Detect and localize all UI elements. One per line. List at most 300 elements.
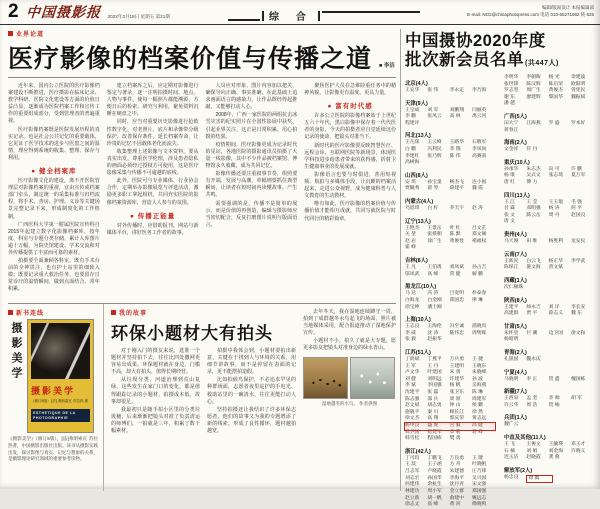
member-name-row <box>504 95 594 102</box>
member-name: 王建平 <box>504 304 519 310</box>
member-name: 姚远志 <box>471 495 487 501</box>
member-name: 龚卫国 <box>405 429 420 435</box>
member-name: 畅杰飞 <box>449 179 465 185</box>
member-name: 施文海 <box>526 265 541 271</box>
member-name: 傅晓鸣 <box>471 502 487 508</box>
main-article-author: ■ 李洁 <box>379 63 395 69</box>
member-name: 张世锋 <box>504 81 519 87</box>
member-name: 普文斌 <box>548 265 564 271</box>
member-name: 赵国良 <box>570 212 586 218</box>
article-paragraph: 我最初只是随手拍小区里的分类垃圾桶，后来渐渐把镜头对准了负责清运的师傅们，一拍就是三年，积累了数千幅素材。 <box>111 406 200 435</box>
member-name: 赵 涛 <box>471 206 483 212</box>
member-name: 浦晓岚 <box>471 324 487 330</box>
member-name-row <box>405 88 495 95</box>
member-name: 律 琳 <box>471 297 483 303</box>
member-name: 李 威 <box>405 330 416 336</box>
member-name: 黄俊性 <box>449 238 465 244</box>
editor-line: 编辑/版面设计 本报编辑部 <box>542 5 594 10</box>
member-name: 卢晓霞 <box>427 469 442 475</box>
section-rule-right <box>322 11 420 13</box>
member-name: 褚福权 <box>471 238 487 244</box>
member-name: 朱建德 <box>449 469 465 475</box>
member-name: 俞文和 <box>570 330 586 336</box>
member-name: 白海龙 <box>405 297 420 303</box>
member-name-row <box>504 121 594 128</box>
province-header: 江苏(51人) <box>405 349 431 356</box>
member-name: 杨 康 <box>504 173 515 179</box>
members-title-line1: 中国摄协2020年度 <box>405 32 546 50</box>
member-name: 陈 伟 <box>449 153 461 159</box>
page-header <box>0 0 600 25</box>
article-subhead: ● 富有时代感 <box>327 103 373 111</box>
member-name: 张卫东 <box>449 390 465 395</box>
story-column <box>303 309 396 354</box>
article-subhead: ● 健全档案库 <box>31 168 77 176</box>
province-header: 贵州(4人) <box>504 232 527 239</box>
member-name: 杨 光 <box>548 74 560 80</box>
member-name: 槐国栋 <box>570 376 586 382</box>
member-name: 王云峰 <box>427 140 442 146</box>
member-name-row <box>504 403 594 410</box>
member-name: 王安华 <box>405 87 420 93</box>
member-name: 吕志军 <box>405 469 420 475</box>
member-name: 冯利民 <box>427 146 442 152</box>
member-name: 关 堃 <box>405 232 416 238</box>
province-header: 重庆(10人) <box>504 159 530 166</box>
tag-square-icon <box>111 310 116 315</box>
member-name: 孙宝童 <box>427 179 442 185</box>
member-name: 唐 文 <box>504 219 515 225</box>
member-name: 李朝晖 <box>526 74 541 80</box>
member-name: 马晓明 <box>504 376 519 382</box>
member-name: 黄俊杰 <box>548 88 564 94</box>
member-name: 王 凡 <box>405 265 416 271</box>
member-name: 高树海 <box>405 160 420 166</box>
member-name: 叶晓帆 <box>471 462 487 468</box>
member-name: 徐宝坤 <box>405 304 420 310</box>
member-name: 王路华 <box>449 140 465 146</box>
member-name: 贺 鑫 <box>548 376 560 382</box>
member-name-row <box>405 298 495 305</box>
member-name-row <box>405 245 495 252</box>
member-name: 邵 兵 <box>427 396 439 402</box>
member-name-row <box>405 305 495 312</box>
member-name: 王 飞 <box>504 442 515 447</box>
member-name: 黄 河 <box>449 502 461 508</box>
member-name: 许建华 <box>449 376 465 382</box>
member-name-row <box>504 101 594 108</box>
member-name: 张 磊 <box>427 390 439 395</box>
tag-label: 新书连线 <box>16 311 45 317</box>
new-members-panel <box>405 25 594 508</box>
member-name: 王俊文 <box>526 442 541 447</box>
member-name: 薛志义 <box>548 311 564 317</box>
member-name: 张 文 <box>504 212 515 218</box>
member-name: 李海平 <box>449 475 465 481</box>
member-name: 蒋春江 <box>504 127 519 133</box>
main-headline: 医疗影像的档案价值与传播之道 <box>8 45 373 73</box>
member-name: 孟 坚 <box>526 396 538 402</box>
member-name: 翟 琴 <box>427 186 439 192</box>
section-tick-right <box>318 11 320 21</box>
member-name: 符 丹 <box>526 147 538 153</box>
member-name-row <box>504 396 594 403</box>
member-name: 罗本好 <box>570 120 586 126</box>
member-name: 周 浩 <box>526 402 538 408</box>
book-sidebar <box>8 304 104 491</box>
member-name-row <box>405 390 495 397</box>
member-name: 马 达 <box>405 291 416 297</box>
member-name: 陈 琳 <box>471 390 483 395</box>
member-name: 崔建军 <box>427 429 442 435</box>
article-paragraph: 从垃圾分类、河道治理到荒山复绿，这些发生在家门口的变化，都是值得跟踪记录的小题材，拍摄成本低，故事却很足。 <box>111 377 200 405</box>
member-name: 陈汉辉 <box>526 81 541 87</box>
member-name: 胡一帆 <box>427 495 442 501</box>
member-name: 石敬军 <box>471 140 487 146</box>
member-name-row <box>405 502 495 509</box>
member-name: 迟玉洁 <box>504 455 519 461</box>
member-name: 王艳杰 <box>405 225 420 231</box>
province-header: 广西(5人) <box>504 113 527 120</box>
member-name: 胡 军 <box>570 396 582 402</box>
member-name: 魏广云 <box>504 422 519 428</box>
member-name: 万兵勇 <box>449 356 465 362</box>
member-name-row <box>504 213 594 220</box>
member-name-row <box>405 357 495 364</box>
member-name: 张凤云 <box>427 114 442 120</box>
member-name: 程建评 <box>405 120 420 126</box>
member-name: 李长安 <box>570 304 586 310</box>
member-name: 白 柠 <box>427 206 439 212</box>
province-header: 上海(10人) <box>405 317 431 324</box>
page-number: 2 <box>8 1 19 22</box>
member-name-row <box>504 75 594 82</box>
member-name: 丁燕平 <box>427 356 442 362</box>
article-column <box>107 83 199 299</box>
member-name: 解 鹏 <box>471 271 483 277</box>
member-name-row <box>405 324 495 331</box>
member-name: 高赛南 <box>471 153 487 159</box>
member-name: 周建军 <box>471 396 487 402</box>
member-name: 卢文华 <box>405 370 420 376</box>
member-name: 程国栋 <box>427 436 442 442</box>
member-name: 罗 盛 <box>548 120 560 126</box>
masthead-logo: 中国摄影报 <box>25 5 102 21</box>
member-name: 施晓平 <box>405 409 420 415</box>
member-name-row <box>504 239 594 246</box>
story-headline: 环保小题材大有拍头 <box>111 324 273 343</box>
member-name: 魏 霞 <box>471 186 483 192</box>
member-name-row <box>504 285 594 292</box>
contact-line: E-mail: NO2@chinaphotopress.com 电话 010-65271662 转 625 <box>467 12 594 18</box>
member-name: 江海燕 <box>526 120 541 126</box>
story-column <box>207 348 296 474</box>
member-name: 韩雪松 <box>405 436 420 442</box>
member-name-row <box>504 128 594 135</box>
member-name-row <box>504 377 594 384</box>
article-paragraph: 疫情期间，医疗影像更成为记录时代的见证，各地医院的摄影通讯员拍摄了大量一线影像，其中不少作品被档案馆、博物馆永久收藏，成为共同记忆。 <box>205 141 298 170</box>
member-name: 邓明强 <box>526 206 541 212</box>
member-name: 乌恩琪 <box>405 206 420 212</box>
province-header: 北京(4人) <box>405 80 428 87</box>
member-name: 王玉琨 <box>548 199 564 205</box>
member-name: 李乃海 <box>471 87 487 93</box>
member-name: 沈 涛 <box>427 330 439 336</box>
article-column <box>206 83 298 299</box>
story-photos <box>303 357 396 399</box>
member-name: 张 毅 <box>405 337 416 343</box>
member-name: 甘 霖 <box>504 206 515 212</box>
member-name: 石 楠 <box>504 448 515 454</box>
member-name: 高建群 <box>504 311 519 317</box>
member-name: 徐文杰 <box>405 416 420 422</box>
section-rule-left <box>228 19 260 21</box>
member-name: 霍 峰 <box>405 245 416 251</box>
member-name: 丁鸿斌 <box>405 356 420 362</box>
member-name: 徐 薇 <box>526 475 552 484</box>
member-name-row <box>405 291 495 298</box>
member-name: 刘 军 <box>427 107 439 113</box>
member-name: 吴式文 <box>526 173 541 179</box>
member-name: 刘 洋 <box>548 304 560 310</box>
member-name: 王 军 <box>405 363 416 369</box>
member-name: 顾长江 <box>449 409 465 415</box>
member-name: 王毓瑛 <box>548 442 564 447</box>
member-name-row <box>504 206 594 213</box>
province-header: 海南(2人) <box>504 140 527 147</box>
member-name: 魏振斌 <box>570 94 586 100</box>
member-name-row <box>405 489 495 496</box>
member-name: 孙国华 <box>427 475 442 481</box>
member-name: 徐广生 <box>427 238 442 244</box>
member-name: 郑国强 <box>471 488 487 494</box>
member-name: 丁可均 <box>405 455 420 461</box>
member-name: 刘 健 <box>405 376 416 382</box>
member-name: 高 峰 <box>427 271 439 277</box>
member-name: 杨胜利 <box>548 239 564 245</box>
member-name: 傅 力 <box>526 180 538 186</box>
member-name: 赵晓霞 <box>526 455 541 461</box>
member-name: 徐 然 <box>471 409 483 415</box>
province-header: 辽宁(13人) <box>405 218 431 225</box>
tag-label: 我的故事 <box>119 311 148 317</box>
member-name: 谢 东 <box>504 94 515 100</box>
book-cover-photo <box>31 323 90 379</box>
book-caption: 《摄影美学》（修订5版），[法]弗朗索瓦·苏拉热著，中国摄影出版社出版。该书从摄影实践出发，探讨影像与真实、记忆与想象的关系，是摄影理论研究领域的重要参考读物。 <box>8 436 98 462</box>
member-name-row <box>405 265 495 272</box>
member-name: 王 琰 <box>405 462 416 468</box>
member-name: 盛 虎 <box>427 423 439 429</box>
member-name: 杨昭明 <box>504 337 519 343</box>
member-name: 王西泉 <box>504 396 519 402</box>
member-name: 魏永庆 <box>526 356 541 362</box>
member-name: 连小囤 <box>471 179 487 185</box>
member-name-row <box>504 357 594 364</box>
members-column-left <box>405 75 495 509</box>
member-name-row <box>405 436 495 443</box>
member-name: 郑文阁 <box>471 232 487 238</box>
member-name: 朱志杰 <box>526 166 541 172</box>
member-name: 方 舟 <box>449 462 461 468</box>
member-name: 章 莉 <box>449 429 461 435</box>
main-article <box>8 25 396 299</box>
member-name: 白云飞 <box>526 258 541 264</box>
member-name: 王海伦 <box>427 324 442 330</box>
member-name: 邬凤武 <box>405 271 420 277</box>
member-name-row <box>504 88 594 95</box>
member-name: 杨正华 <box>548 258 564 264</box>
member-name: 周 原 <box>449 396 461 402</box>
province-header: 中直及其他(11人) <box>504 435 546 441</box>
province-header: 宁夏(4人) <box>504 369 527 376</box>
province-header: 解放军(2人) <box>504 467 533 474</box>
member-name: 王 莹 <box>526 199 538 205</box>
article-paragraph: 去年冬天，我在湿地连续蹲守一周，拍到了成群越冬水鸟起飞的场面，照片被当地媒体采用，配合报道推动了湿地保护宣传。 <box>303 309 396 337</box>
member-name: 王子涵 <box>427 462 442 468</box>
member-name: 刘鹏翔 <box>449 107 465 113</box>
member-name-row <box>504 337 594 344</box>
member-name: 唐 红 <box>504 180 515 186</box>
article-paragraph: 近年来，国内公立医院的医疗影像档案建设不断推进，医疗摄影在临床记录、教学科研、医院文化建设等方面的价值日益凸显，逐渐成为医院档案工作和宣传工作的重要组成部分，受到管理者的普遍重视。 <box>8 83 100 125</box>
member-name: 师永吉 <box>526 304 541 310</box>
article-paragraph: 新时代的医疗影像要反映智慧医疗、远程会诊、互联网医院等新场景，体现医学科技进步给患者带来的获得感，折射卫生健康事业的发展成就。 <box>304 142 396 170</box>
article-paragraph: 唯有如此，医疗影像的档案价值与传播价值才能相互成就，共同写就医院与时代同行的精彩篇章。 <box>304 201 396 222</box>
member-name: 陆伟忠 <box>449 330 465 336</box>
member-name: 郭庆荣 <box>449 416 465 422</box>
member-name: 陈 默 <box>449 232 461 238</box>
member-name: 陈保江 <box>504 265 519 271</box>
member-name: 宫 毅 <box>449 423 461 429</box>
vertical-column-rule <box>400 29 401 491</box>
member-name: 田大宁 <box>504 120 519 126</box>
members-headline <box>405 32 594 71</box>
member-name: 廖建辉 <box>526 94 541 100</box>
province-header: 甘肃(5人) <box>504 323 527 330</box>
member-name: 李 翔 <box>449 146 461 152</box>
story-tag <box>111 308 296 317</box>
member-name-row <box>405 232 495 239</box>
member-name: 贾 平 <box>526 311 538 317</box>
member-name: 巨 潮 <box>526 330 538 336</box>
member-name-row <box>405 331 495 338</box>
section-label: 综 合 <box>269 12 313 23</box>
member-name: 秦 川 <box>427 409 439 415</box>
member-name: 向 可 <box>548 166 560 172</box>
member-name: 刘凤斌 <box>449 265 465 271</box>
member-name: 李 鹏 <box>405 114 416 120</box>
member-name: 乔天宇 <box>449 206 465 212</box>
member-name: 李明华 <box>504 74 519 80</box>
article-column <box>8 83 100 299</box>
member-name: 钟 山 <box>449 403 461 409</box>
member-name: 周广生 <box>526 88 541 94</box>
member-name-row <box>405 337 495 344</box>
member-name: 王宝成 <box>405 107 420 113</box>
tag-square-icon <box>8 31 13 36</box>
member-name: 刘明远 <box>427 376 442 382</box>
member-name: 白 鹏 <box>405 146 416 152</box>
member-name: 杨 涛 <box>548 206 560 212</box>
member-name-row <box>504 147 594 154</box>
member-name: 叶 红 <box>449 225 461 231</box>
book-tag <box>8 308 98 317</box>
member-name: 张乃辉 <box>427 153 442 159</box>
member-name-row <box>504 180 594 187</box>
member-name: 高 翔 <box>427 416 439 422</box>
section-banner <box>228 8 420 23</box>
wild-birds-photo-right <box>350 357 395 399</box>
member-name: 刘志宏 <box>405 475 420 481</box>
province-header: 河北(13人) <box>405 133 431 140</box>
member-name: 樊 勇 <box>449 436 461 442</box>
province-header: 山西(8人) <box>405 172 428 179</box>
member-name: 赵文斌 <box>405 403 420 409</box>
member-name: 薛建平 <box>449 186 465 192</box>
article-subhead: ● 传播正能量 <box>130 212 176 220</box>
member-name-row <box>405 403 495 410</box>
member-name: 许云华 <box>504 402 519 408</box>
article-paragraph: 医疗影像档案既是医院发展历程的真实记录，也是社会公共记忆的重要载体，它见证了医学技术的进步与医患之间的温情，理应得到系统的收集、整理、保存与利用。 <box>8 126 100 161</box>
member-name-row <box>405 206 495 213</box>
province-header: 内蒙古(4人) <box>405 199 434 206</box>
member-name: 闫丽英 <box>471 107 487 113</box>
member-name: 田 维 <box>526 239 538 245</box>
province-header: 浙江(42人) <box>405 448 431 455</box>
member-name: 龙安民 <box>570 239 586 245</box>
tag-square-icon <box>8 310 13 315</box>
province-header: 云南(7人) <box>504 251 527 258</box>
article-paragraph: 收集整理上述影像与文本资料，要从真实出发，尊重医学伦理，涉及患者隐私的画面必须经过授权方可使用，这是医疗影像采集与传播不可逾越的底线。 <box>106 148 199 177</box>
member-name: 王伯禹 <box>427 265 442 271</box>
member-name: 李国强 <box>427 383 442 389</box>
province-header: 天津(9人) <box>405 100 428 107</box>
article-paragraph: 对于刚入门的摄友来说，选准一个题材并坚持拍下去，往往比四处撒网更容易出成果。环保题材就在身边，门槛不高，却大有拍头，值得长期经营。 <box>111 348 200 376</box>
member-name: 余杭生 <box>427 482 442 488</box>
book-cover-subtitle: （修订5版） [法] 弗朗索瓦·苏拉热 著 <box>31 399 88 403</box>
member-name: 曾宪民 <box>570 88 586 94</box>
article-paragraph: 拍摄要全面兼顾各科室，既有手术台前的全神贯注，也有护士站里的细致入微；既要记录重大救治任务，也要留存日常诊疗的温情瞬间，做到点面结合、常年积累。 <box>8 258 100 293</box>
member-name-row <box>405 383 495 390</box>
province-header: 新疆(7人) <box>504 389 527 396</box>
member-name: 侯 鹏 <box>471 403 483 409</box>
story-article <box>104 304 396 491</box>
member-name: 王凡琛 <box>405 140 420 146</box>
book-vertical-title: 摄影美学 <box>10 322 22 382</box>
member-name: 贾毓秀 <box>405 186 420 192</box>
member-name: 吴海燕 <box>471 383 487 389</box>
member-name: 林建功 <box>405 488 420 494</box>
book-cover-title: 摄影美学 <box>31 386 76 396</box>
member-name: 次仁顿珠 <box>504 284 524 290</box>
member-name: 杨 帆 <box>449 383 461 389</box>
member-name: 高 峰 <box>427 502 439 508</box>
article-paragraph: 拍摄中我体会到，小题材要拍出新意，关键在于找到人与环境的关系，用细节讲故事，而不是停留在表面的记录，更不能摆拍造假。 <box>207 348 296 376</box>
member-name: 冯至诚 <box>449 324 465 330</box>
member-name: 郑国忠 <box>449 297 465 303</box>
member-name: 朱 勇 <box>449 370 461 376</box>
member-name-row <box>405 239 495 246</box>
member-name-row <box>405 186 495 193</box>
member-name: 王新民 <box>504 258 519 264</box>
province-header: 陕西(8人) <box>504 297 527 304</box>
member-name: 朴泰春 <box>471 291 487 297</box>
member-name: 王 键 <box>471 455 483 461</box>
photo-caption: 湿地越冬的水鸟。 作者供图 <box>321 400 378 406</box>
member-name: 周 丹 <box>548 212 560 218</box>
member-name: 周小军 <box>427 488 442 494</box>
member-name: 丁鹏飞 <box>427 455 442 461</box>
member-name: 孙占吉 <box>471 265 487 271</box>
